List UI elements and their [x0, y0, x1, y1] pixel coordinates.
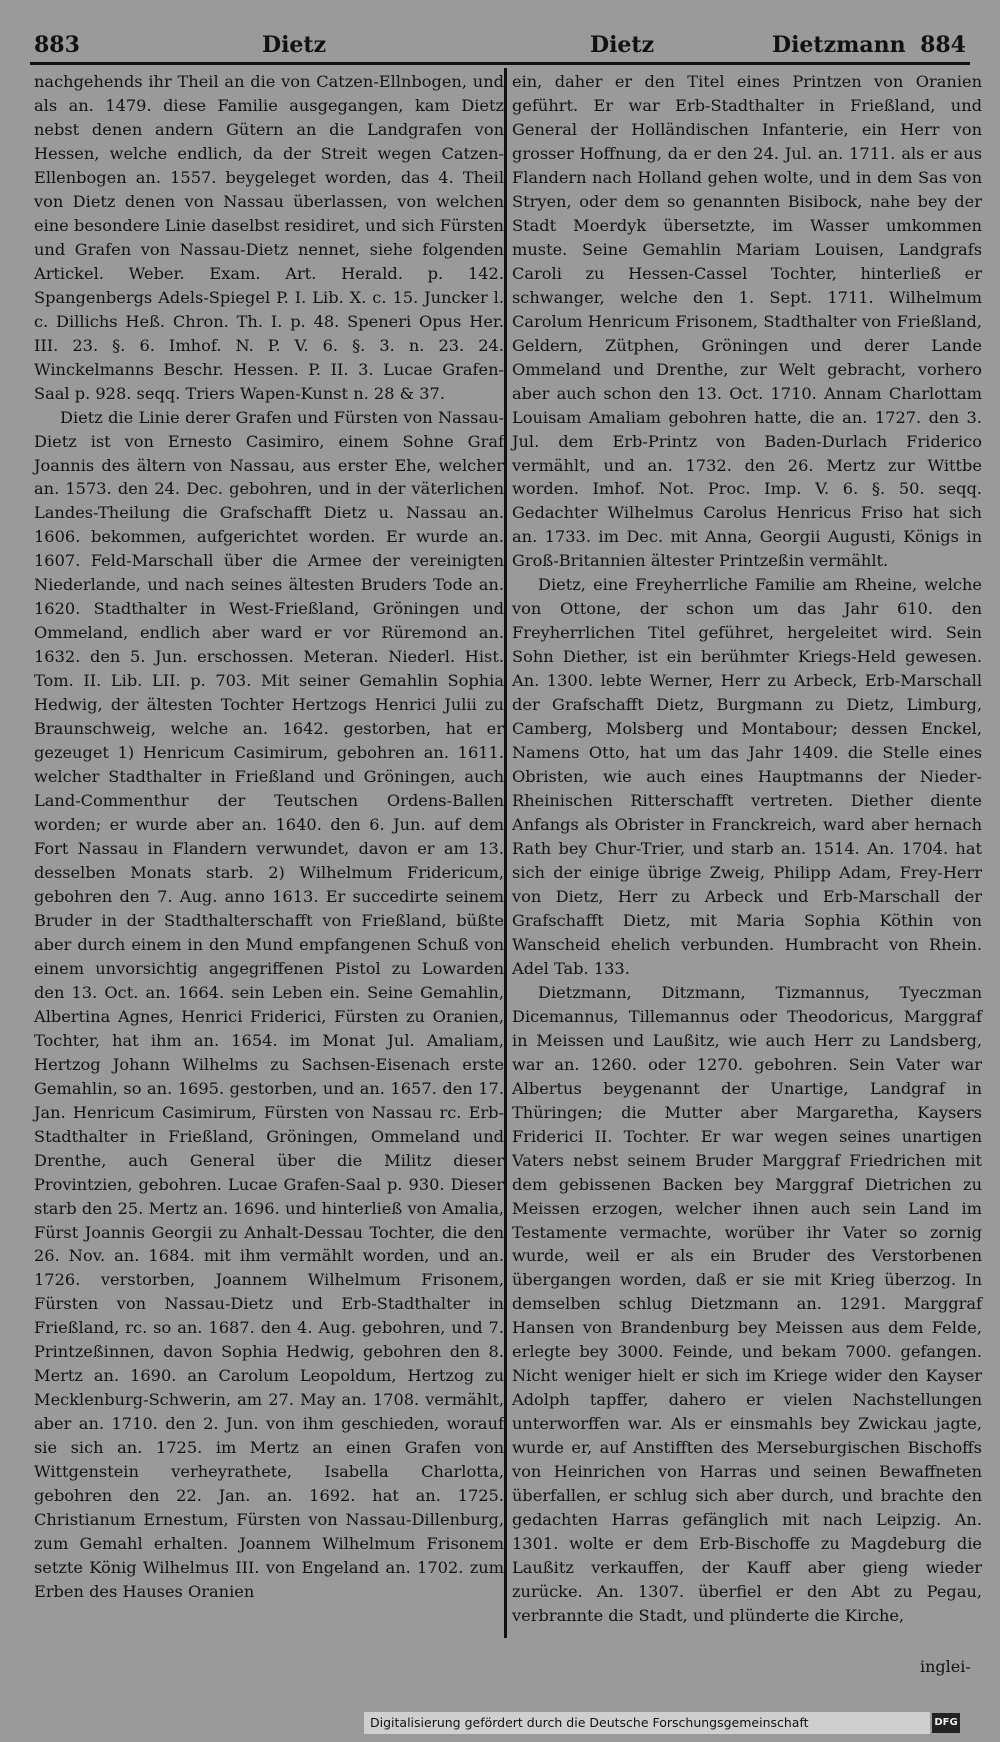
dfg-logo: DFG — [932, 1713, 960, 1733]
header-keyword-left: Dietz — [262, 32, 327, 58]
page-number-left: 883 — [34, 32, 80, 58]
entry-paragraph: Dietz, eine Freyherrliche Familie am Rheine, welche von Ottone, der schon um das Jahr 610. den Freyherrlichen Titel geführet, hergeleitet wird. Sein Sohn Diether, ist ein berühmter Kriegs-Held gewesen. An. 1300. lebte Werner, Herr zu Arbeck, Erb-Marschall der Grafschafft Dietz, Burgmann zu Dietz, Limburg, Camberg, Molsberg und Montabour; dessen Enckel, Namens Otto, hat um das Jahr 1409. die Stelle eines Obristen, wie auch eines Hauptmanns der Nieder-Rheinischen Ritterschafft vertreten. Diether diente Anfangs als Obrister in Franckreich, ward aber hernach Rath bey Chur-Trier, und starb an. 1514. An. 1704. hat sich der einige übrige Zweig, Philipp Adam, Frey-Herr von Dietz, Herr zu Arbeck und Erb-Marschall der Grafschafft Dietz, mit Maria Sophia Köthin von Wanscheid ehelich verbunden. Humbracht von Rhein. Adel Tab. 133. — [512, 575, 982, 978]
header-keyword-middle: Dietz — [590, 32, 655, 58]
right-column — [512, 70, 982, 1628]
catchword: inglei- — [920, 1657, 971, 1676]
left-column — [34, 70, 504, 1604]
running-header — [30, 28, 970, 65]
column-divider — [504, 68, 507, 1638]
page-number-right: 884 — [920, 32, 966, 58]
entry-paragraph: Dietz die Linie derer Grafen und Fürsten von Nassau-Dietz ist von Ernesto Casimiro, einem Sohne Graf Joannis des ältern von Nassau, aus erster Ehe, welcher an. 1573. den 24. Dec. gebohren, und in der väterlichen Landes-Theilung die Grafschafft Dietz u. Nassau an. 1606. bekommen, aufgerichtet worden. Er wurde an. 1607. Feld-Marschall über die Armee der vereinigten Niederlande, und nach seines ältesten Bruders Tode an. 1620. Stadthalter in West-Frießland, Gröningen und Ommeland, endlich aber ward er vor Rüremond an. 1632. den 5. Jun. erschossen. Meteran. Niederl. Hist. Tom. II. Lib. LII. p. 703. Mit seiner Gemahlin Sophia Hedwig, der ältesten Tochter Hertzogs Henrici Julii zu Braunschweig, welche an. 1642. gestorben, hat er gezeuget 1) Henricum Casimirum, gebohren an. 1611. welcher Stadthalter in Frießland und Gröningen, auch Land-Commenthur der Teutschen Ordens-Ballen worden; er wurde aber an. 1640. den 6. Jun. auf dem Fort Nassau in Flandern verwundet, davon er am 13. desselben Monats starb. 2) Wilhelmum Fridericum, gebohren den 7. Aug. anno 1613. Er succedirte seinem Bruder in der Stadthalterschafft von Frießland, büßte aber durch einem in den Mund empfangenen Schuß von einem unvorsichtig angegriffenen Pistol zu Lowarden den 13. Oct. an. 1664. sein Leben ein. Seine Gemahlin, Albertina Agnes, Henrici Friderici, Fürsten zu Oranien, Tochter, hat ihm an. 1654. im Monat Jul. Amaliam, Hertzog Johann Wilhelms zu Sachsen-Eisenach erste Gemahlin, so an. 1695. gestorben, und an. 1657. den 17. Jan. Henricum Casimirum, Fürsten von Nassau rc. Erb-Stadthalter in Frießland, Gröningen, Ommeland und Drenthe, auch General über die Militz dieser Provintzien, gebohren. Lucae Grafen-Saal p. 930. Dieser starb den 25. Mertz an. 1696. und hinterließ von Amalia, Fürst Joannis Georgii zu Anhalt-Dessau Tochter, die den 26. Nov. an. 1684. mit ihm vermählt worden, und an. 1726. verstorben, Joannem Wilhelmum Frisonem, Fürsten von Nassau-Dietz und Erb-Stadthalter in Frießland, rc. so an. 1687. den 4. Aug. gebohren, und 7. Printzeßinnen, davon Sophia Hedwig, gebohren den 8. Mertz an. 1690. an Carolum Leopoldum, Hertzog zu Mecklenburg-Schwerin, am 27. May an. 1708. vermählt, aber an. 1710. den 2. Jun. von ihm geschieden, worauf sie sich an. 1725. im Mertz an einen Grafen von Wittgenstein verheyrathete, Isabella Charlotta, gebohren den 22. Jan. an. 1692. hat an. 1725. Christianum Ernestum, Fürsten von Nassau-Dillenburg, zum Gemahl erhalten. Joannem Wilhelmum Frisonem setzte König Wilhelmus III. von Engeland an. 1702. zum Erben des Hauses Oranien — [34, 407, 504, 1602]
entry-paragraph: nachgehends ihr Theil an die von Catzen-Ellnbogen, und als an. 1479. diese Familie ausgegangen, kam Dietz nebst denen andern Gütern an die Landgrafen von Hessen, welche endlich, da der Streit wegen Catzen-Ellenbogen an. 1557. beygeleget worden, das 4. Theil von Dietz denen von Nassau überlassen, von welchen eine besondere Linie daselbst residiret, und sich Fürsten und Grafen von Nassau-Dietz nennet, siehe folgenden Artickel. Weber. Exam. Art. Herald. p. 142. Spangenbergs Adels-Spiegel P. I. Lib. X. c. 15. Juncker l. c. Dillichs Heß. Chron. Th. I. p. 48. Speneri Opus Her. III. 23. §. 6. Imhof. N. P. V. 6. §. 3. n. 23. 24. Winckelmanns Beschr. Hessen. P. II. 3. Lucae Grafen-Saal p. 928. seqq. Triers Wapen-Kunst n. 28 & 37. — [34, 72, 504, 403]
entry-paragraph: Dietzmann, Ditzmann, Tizmannus, Tyeczman Dicemannus, Tillemannus oder Theodoricus, Marggraf in Meissen und Laußitz, wie auch Herr zu Landsberg, war an. 1260. oder 1270. gebohren. Sein Vater war Albertus beygenannt der Unartige, Landgraf in Thüringen; die Mutter aber Margaretha, Kaysers Friderici II. Tochter. Er war wegen seines unartigen Vaters nebst seinem Bruder Marggraf Friedrichen mit dem gebissenen Backen bey Marggraf Dietrichen zu Meissen erzogen, welcher ihnen auch sein Land im Testamente vermachte, worüber ihr Vater so zornig wurde, weil er als ein Bruder des Verstorbenen übergangen worden, daß er sie mit Krieg überzog. In demselben schlug Dietzmann an. 1291. Marggraf Hansen von Brandenburg bey Meissen aus dem Felde, erlegte bey 3000. Feinde, und bekam 7000. gefangen. Nicht weniger hielt er sich im Kriege wider den Kayser Adolph tapffer, dahero er vielen Nachstellungen unterworffen war. Als er einsmahls bey Zwickau jagte, wurde er, auf Anstifften des Merseburgischen Bischoffs von Heinrichen von Harras und seinen Bewaffneten überfallen, er schlug sich aber durch, und brachte den gedachten Harras gefänglich mit nach Leipzig. An. 1301. wolte er dem Erb-Bischoffe zu Magdeburg die Laußitz verkauffen, der Kauff aber gieng wieder zurücke. An. 1307. überfiel er den Abt zu Pegau, verbrannte die Stadt, und plünderte die Kirche, — [512, 982, 982, 1625]
entry-paragraph: ein, daher er den Titel eines Printzen von Oranien geführt. Er war Erb-Stadthalter in Frießland, und General der Holländischen Infanterie, ein Herr von grosser Hoffnung, da er den 24. Jul. an. 1711. als er aus Flandern nach Holland gehen wolte, und in dem Sas von Stryen, oder dem so genannten Bisibock, nahe bey der Stadt Moerdyk übersetzte, im Wasser umkommen muste. Seine Gemahlin Mariam Louisen, Landgrafs Caroli zu Hessen-Cassel Tochter, hinterließ er schwanger, welche den 1. Sept. 1711. Wilhelmum Carolum Henricum Frisonem, Stadthalter von Frießland, Geldern, Zütphen, Gröningen und derer Lande Ommeland und Drenthe, zur Welt gebracht, vorhero aber auch schon den 13. Oct. 1710. Annam Charlottam Louisam Amaliam gebohren hatte, die an. 1727. den 3. Jul. dem Erb-Printz von Baden-Durlach Friderico vermählt, und an. 1732. den 26. Mertz zur Wittbe worden. Imhof. Not. Proc. Imp. V. 6. §. 50. seqq. Gedachter Wilhelmus Carolus Henricus Friso hat sich an. 1733. im Dec. mit Anna, Georgii Augusti, Königs in Groß-Britannien ältester Printzeßin vermählt. — [512, 72, 982, 571]
digitization-footer: Digitalisierung gefördert durch die Deutsche Forschungsgemeinschaft — [364, 1712, 930, 1734]
header-keyword-right: Dietzmann — [772, 32, 906, 58]
